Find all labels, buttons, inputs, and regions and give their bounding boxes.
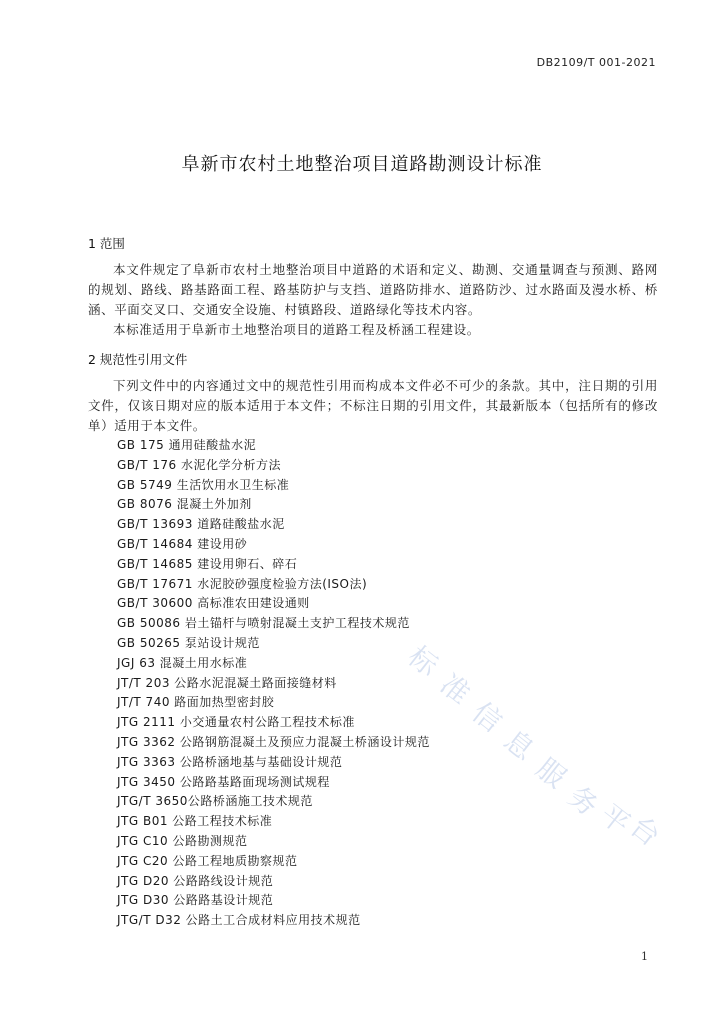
reference-item: JTG C10 公路勘测规范 [117, 833, 248, 848]
reference-item: GB 175 通用硅酸盐水泥 [117, 438, 257, 452]
references-intro-text: 下列文件中的内容通过文中的规范性引用而构成本文件必不可少的条款。其中，注日期的引用文件，仅该日期对应的版本适用于本文件；不标注日期的引用文件，其最新版本（包括所有的修改单）适用于本文件。 [88, 378, 658, 433]
watermark [401, 639, 720, 853]
reference-item: GB 50086 岩土锚杆与喷射混凝土支护工程技术规范 [117, 616, 410, 631]
watermark-char: 平 [593, 797, 637, 841]
reference-item: GB/T 13693 道路硅酸盐水泥 [117, 517, 285, 532]
section-heading-normative-references: 2 规范性引用文件 [88, 352, 188, 367]
reference-item: GB 50265 泵站设计规范 [117, 635, 260, 650]
reference-item: JTG/T 3650公路桥涵施工技术规范 [117, 794, 313, 809]
watermark-char: 务 [561, 779, 605, 823]
reference-item: GB/T 30600 高标准农田建设通则 [117, 596, 310, 611]
reference-item: GB 5749 生活饮用水卫生标准 [117, 477, 290, 492]
reference-item: JTG B01 公路工程技术标准 [117, 814, 273, 829]
reference-item: JTG 3362 公路钢筋混凝土及预应力混凝土桥涵设计规范 [117, 734, 430, 749]
watermark-char: 服 [529, 751, 573, 795]
reference-item: JTG D30 公路路基设计规范 [117, 893, 274, 908]
reference-item: JGJ 63 混凝土用水标准 [117, 655, 248, 670]
document-code: DB2109/T 001-2021 [536, 56, 656, 69]
reference-item: JTG 3450 公路路基路面现场测试规程 [117, 774, 330, 789]
watermark-char: 信 [465, 695, 509, 739]
references-intro [88, 376, 658, 436]
scope-paragraph: 本标准适用于阜新市土地整治项目的道路工程及桥涵工程建设。 [113, 322, 480, 337]
page-number: 1 [641, 950, 648, 963]
watermark-char: 准 [433, 667, 477, 711]
reference-item: GB 8076 混凝土外加剂 [117, 497, 252, 512]
reference-item: GB/T 176 水泥化学分析方法 [117, 457, 281, 472]
reference-item: JT/T 203 公路水泥混凝土路面接缝材料 [117, 675, 337, 690]
watermark-char: 台 [623, 809, 667, 853]
page-title: 阜新市农村土地整治项目道路勘测设计标准 [181, 154, 543, 175]
scope-paragraph: 本文件规定了阜新市农村土地整治项目中道路的术语和定义、勘测、交通量调查与预测、路网的规划、路线、路基路面工程、路基防护与支挡、道路防排水、道路防沙、过水路面及漫水桥、桥涵、平面交叉口、交通安全设施、村镇路段、道路绿化等技术内容。 [88, 262, 658, 317]
reference-item: GB/T 14684 建设用砂 [117, 536, 248, 551]
watermark-char: 息 [497, 723, 541, 767]
watermark-char: 标 [401, 639, 445, 683]
reference-item: JTG 3363 公路桥涵地基与基础设计规范 [117, 754, 343, 769]
reference-item: JTG C20 公路工程地质勘察规范 [117, 853, 298, 868]
section-heading-scope: 1 范围 [88, 236, 125, 251]
reference-list [117, 436, 430, 931]
reference-item: JTG/T D32 公路土工合成材料应用技术规范 [117, 913, 361, 928]
reference-item: GB/T 14685 建设用卵石、碎石 [117, 556, 298, 571]
reference-item: JTG 2111 小交通量农村公路工程技术标准 [117, 715, 355, 730]
scope-body [88, 260, 658, 340]
reference-item: JTG D20 公路路线设计规范 [117, 873, 274, 888]
reference-item: GB/T 17671 水泥胶砂强度检验方法(ISO法) [117, 576, 368, 591]
reference-item: JT/T 740 路面加热型密封胶 [117, 695, 275, 710]
